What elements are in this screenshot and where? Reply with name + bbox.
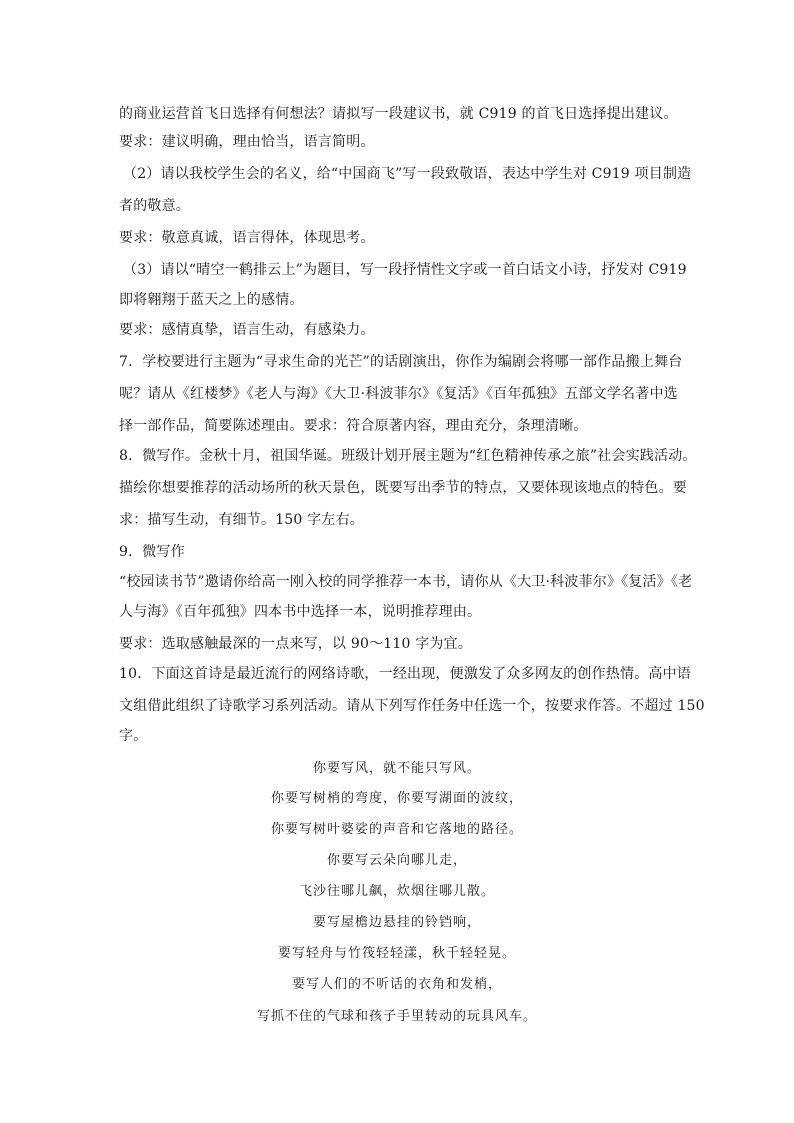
question-7-line: 呢？请从《红楼梦》《老人与海》《大卫·科波菲尔》《复活》《百年孤独》五部文学名著中选 (119, 386, 678, 402)
question-9-line: 人与海》《百年孤独》四本书中选择一本，说明推荐理由。 (119, 604, 482, 620)
poem-line: 你要写树梢的弯度，你要写湖面的波纹， (270, 791, 523, 806)
poem-line: 你要写树叶婆娑的声音和它落地的路径。 (270, 822, 523, 837)
poem-line: 写抓不住的气球和孩子手里转动的玩具风车。 (256, 1009, 537, 1024)
question-7-line: 7．学校要进行主题为“寻求生命的光芒”的话剧演出，你作为编剧会将哪一部作品搬上舞台 (119, 354, 683, 370)
poem-line: 飞沙往哪儿飙，炊烟往哪儿散。 (298, 884, 495, 899)
paragraph-line: 要求：敬意真诚，语言得体，体现思考。 (119, 230, 375, 246)
question-7-line: 择一部作品，简要陈述理由。要求：符合原著内容，理由充分，条理清晰。 (119, 418, 588, 434)
poem-line: 要写轻舟与竹筏轻轻漾，秋千轻轻晃。 (277, 946, 516, 961)
question-8-line: 描绘你想要推荐的活动场所的秋天景色，既要写出季节的特点，又要体现该地点的特色。要 (119, 480, 687, 496)
paragraph-line: （2）请以我校学生会的名义，给“中国商飞”写一段致敬语，表达中学生对 C919 项目制造 (123, 166, 692, 182)
question-10-line: 10．下面这首诗是最近流行的网络诗歌，一经出现，便激发了众多网友的创作热情。高中语 (119, 666, 692, 682)
poem-line: 你要写云朵向哪儿走， (326, 853, 467, 868)
paragraph-line: （3）请以“晴空一鹤排云上”为题目，写一段抒情性文字或一首白话文小诗，抒发对 C919 (123, 262, 687, 278)
paragraph-line: 要求：建议明确，理由恰当，语言简明。 (119, 134, 375, 150)
poem-line: 要写人们的不听话的衣角和发梢， (291, 977, 502, 992)
question-10-line: 字。 (119, 728, 148, 744)
paragraph-line: 要求：感情真挚，语言生动，有感染力。 (119, 322, 375, 338)
question-9-line: 9．微写作 (119, 544, 185, 560)
paragraph-line: 的商业运营首飞日选择有何想法？请拟写一段建议书，就 C919 的首飞日选择提出建议。 (119, 106, 678, 122)
paragraph-line: 即将翱翔于蓝天之上的感情。 (119, 292, 304, 308)
question-9-line: 要求：选取感触最深的一点来写，以 90～110 字为宜。 (119, 636, 473, 652)
paragraph-line: 者的敬意。 (119, 198, 190, 214)
question-8-line: 求：描写生动，有细节。150 字左右。 (119, 512, 364, 528)
question-10-line: 文组借此组织了诗歌学习系列活动。请从下列写作任务中任选一个，按要求作答。不超过 150 (119, 698, 705, 714)
poem-line: 要写屋檐边悬挂的铃铛响， (312, 915, 481, 930)
question-9-line: “校园读书节”邀请你给高一刚入校的同学推荐一本书，请你从《大卫·科波菲尔》《复活》《老 (119, 574, 693, 590)
question-8-line: 8．微写作。金秋十月，祖国华诞。班级计划开展主题为“红色精神传承之旅”社会实践活动。 (119, 448, 697, 464)
poem-line: 你要写风，就不能只写风。 (312, 761, 481, 776)
